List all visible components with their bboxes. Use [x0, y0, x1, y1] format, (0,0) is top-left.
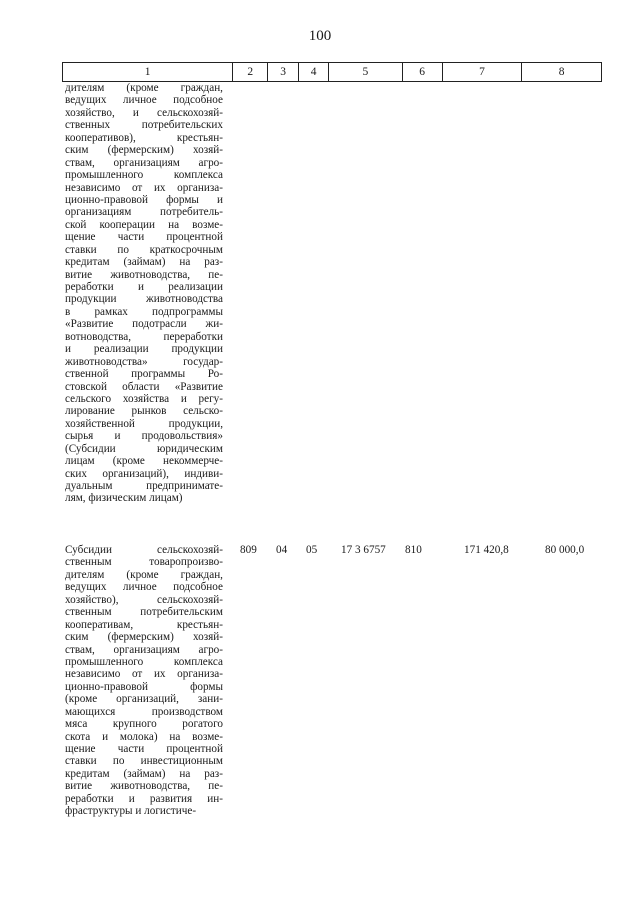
- row-2-description: [65, 544, 223, 818]
- description-line: фраструктуры и логистиче-: [65, 805, 197, 818]
- description-line: лирование рынков сельско-: [65, 405, 223, 418]
- description-line: ционно-правовой формы и: [65, 193, 223, 206]
- description-line: дителям (кроме граждан,: [65, 568, 223, 581]
- description-line: независимо от их организа-: [65, 181, 223, 194]
- description-line: мяса крупного рогатого: [65, 718, 223, 731]
- description-line: вотноводства, переработки: [65, 330, 223, 343]
- description-line: лям, физическим лицам): [65, 492, 183, 505]
- description-line: сырья и продовольствия»: [65, 430, 223, 443]
- description-line: в рамках подпрограммы: [65, 305, 223, 318]
- description-line: стовской области «Развитие: [65, 380, 223, 393]
- description-line: реработки и развития ин-: [65, 792, 223, 805]
- description-line: ставки по инвестиционным: [65, 755, 223, 768]
- description-line: ционно-правовой формы: [65, 680, 223, 693]
- description-line: хозяйственной продукции,: [65, 417, 223, 430]
- description-line: ственным товаропроизво-: [65, 556, 223, 569]
- description-line: ским (фермерским) хозяй-: [65, 631, 223, 644]
- column-header-8: 8: [521, 63, 601, 81]
- column-header-3: 3: [267, 63, 298, 81]
- row-2-col-4-value: 05: [306, 544, 318, 556]
- description-line: реработки и реализации: [65, 281, 223, 293]
- description-line: ствам, организациям агро-: [65, 156, 223, 169]
- row-2-col-8-value: 80 000,0: [545, 544, 585, 556]
- description-line: скота и молока) на возме-: [65, 730, 223, 743]
- column-header-5: 5: [328, 63, 402, 81]
- description-line: (кроме организаций, зани-: [65, 693, 223, 706]
- description-line: дителям (кроме граждан,: [65, 82, 223, 94]
- description-line: сельского хозяйства и регу-: [65, 392, 223, 405]
- column-header-6: 6: [402, 63, 442, 81]
- description-line: промышленного комплекса: [65, 169, 223, 182]
- page-number: 100: [308, 28, 332, 44]
- description-line: витие животноводства, пе-: [65, 780, 223, 793]
- description-line: хозяйство), сельскохозяй-: [65, 593, 223, 606]
- description-line: дуальным предпринимате-: [65, 480, 223, 492]
- description-line: мающихся производством: [65, 705, 223, 718]
- row-2-col-5-value: 17 3 6757: [341, 544, 386, 556]
- description-line: ственных потребительских: [65, 119, 223, 132]
- column-header-4: 4: [298, 63, 328, 81]
- description-line: кооперативов), крестьян-: [65, 131, 223, 144]
- description-line: промышленного комплекса: [65, 655, 223, 668]
- description-line: (Субсидии юридическим: [65, 442, 223, 455]
- description-line: щение части процентной: [65, 231, 223, 244]
- description-line: ственной программы Ро-: [65, 368, 223, 381]
- description-line: и реализации продукции: [65, 343, 223, 356]
- description-line: ских организаций), индиви-: [65, 467, 223, 480]
- description-line: независимо от их организа-: [65, 668, 223, 681]
- description-line: лицам (кроме некоммерче-: [65, 455, 223, 468]
- table-header: [62, 62, 602, 82]
- description-line: кредитам (займам) на раз-: [65, 256, 223, 269]
- row-2-col-6-value: 810: [405, 544, 422, 556]
- description-line: организациям потребитель-: [65, 206, 223, 219]
- description-line: кооперативам, крестьян-: [65, 618, 223, 631]
- row-2-col-3-value: 04: [276, 544, 288, 556]
- description-line: ствам, организациям агро-: [65, 643, 223, 656]
- description-line: ским (фермерским) хозяй-: [65, 144, 223, 157]
- description-line: ской кооперации на возме-: [65, 218, 223, 231]
- description-line: «Развитие подотрасли жи-: [65, 318, 223, 331]
- description-line: хозяйство, и сельскохозяй-: [65, 106, 223, 119]
- description-line: животноводства» государ-: [65, 355, 223, 368]
- row-2-col-2-value: 809: [240, 544, 257, 556]
- row-2-col-7-value: 171 420,8: [464, 544, 509, 556]
- column-header-2: 2: [232, 63, 267, 81]
- column-header-7: 7: [442, 63, 522, 81]
- row-1-description: [65, 82, 223, 505]
- description-line: ственным потребительским: [65, 606, 223, 619]
- description-line: ставки по краткосрочным: [65, 243, 223, 256]
- description-line: ведущих личное подсобное: [65, 94, 223, 107]
- description-line: кредитам (займам) на раз-: [65, 767, 223, 780]
- column-header-1: 1: [144, 66, 151, 78]
- description-line: продукции животноводства: [65, 293, 223, 306]
- description-line: Субсидии сельскохозяй-: [65, 544, 223, 556]
- description-line: ведущих личное подсобное: [65, 581, 223, 594]
- description-line: щение части процентной: [65, 743, 223, 755]
- description-line: витие животноводства, пе-: [65, 268, 223, 281]
